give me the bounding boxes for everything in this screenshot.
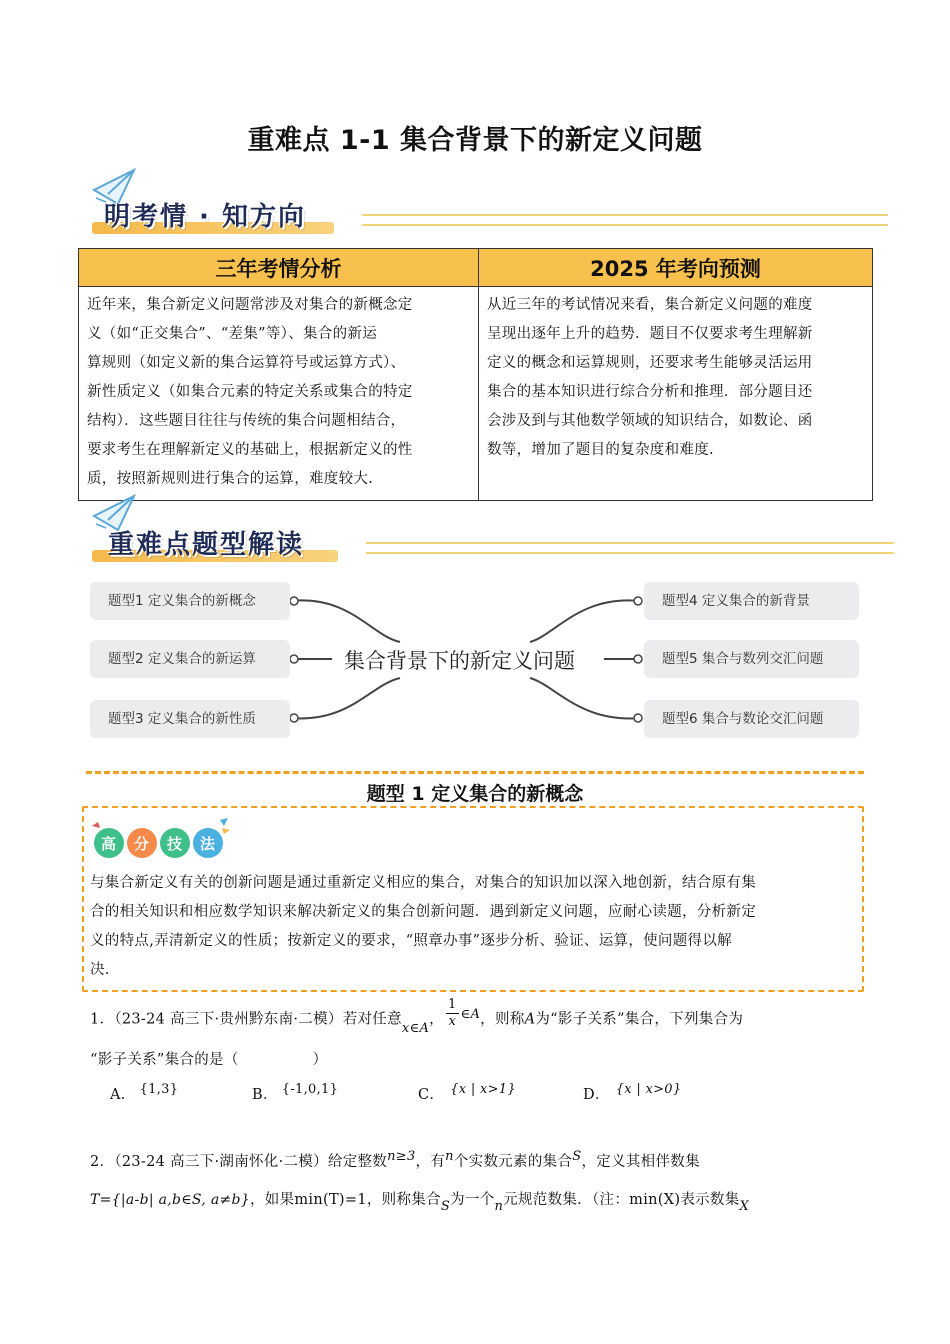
fraction-1-over-x: $\frac{1}{x}$ <box>447 997 457 1029</box>
analysis-text: 近年来，集合新定义问题常涉及对集合的新概念定 义（如“正交集合”、“差集”等）、集合的新运 算规则（如定义新的集合运算符号或运算方式）、 新性质定义（如集合元素的特定关系或集合的特定 结构）．这些题目往往与传统的集合问题相结合， 要求考生在理解新定义的基础上，根据新定义的性 质，按照新规则进行集合的运算，难度较大. <box>79 287 479 501</box>
mindmap-center: 集合背景下的新定义问题 <box>344 649 575 673</box>
question-2-line2: T={|a-b| a,b∈S, a≠b}，如果min(T)=1，则称集合S为一个n元规范数集．（注：min(X)表示数集X <box>90 1192 750 1214</box>
topic1-heading: 题型 1 定义集合的新概念 <box>366 783 584 805</box>
mindmap-node-type3: 题型3 定义集合的新性质 <box>90 700 290 738</box>
prediction-text: 从近三年的考试情况来看，集合新定义问题的难度 呈现出逐年上升的趋势．题目不仅要求考生理解新 定义的概念和运算规则，还要求考生能够灵活运用 集合的基本知识进行综合分析和推理．部分题目还 会涉及到与其他数学领域的知识结合，如数论、函 数等，增加了题目的复杂度和难度. <box>479 287 873 501</box>
section-divider <box>366 542 894 554</box>
condition-x-in-a: x∈A <box>401 1020 430 1036</box>
page-title: 重难点 1-1 集合背景下的新定义问题 <box>247 125 703 156</box>
question-source: （23-24 高三下·湖南怀化·二模）给定整数 <box>114 1154 388 1170</box>
topic-divider <box>86 771 864 774</box>
badge-char: 法 <box>200 835 216 853</box>
set-t-definition: T={|a-b| a,b∈S, a≠b} <box>90 1192 250 1208</box>
table-header-right: 2025 年考向预测 <box>479 249 873 287</box>
mindmap-node-type5: 题型5 集合与数列交汇问题 <box>644 640 859 678</box>
question-number: 1． <box>90 1011 115 1028</box>
table-header-left: 三年考情分析 <box>79 249 479 287</box>
mindmap-node-type4: 题型4 定义集合的新背景 <box>644 582 859 620</box>
question-2: 2．（23-24 高三下·湖南怀化·二模）给定整数n≥3，有n个实数元素的集合S，定义其相伴数集 <box>90 1149 700 1170</box>
mindmap-node-type2: 题型2 定义集合的新运算 <box>90 640 290 678</box>
mindmap-node-type1: 题型1 定义集合的新概念 <box>90 582 290 620</box>
badge-char: 高 <box>101 835 117 853</box>
section-divider <box>362 214 888 226</box>
tip-text: 与集合新定义有关的创新问题是通过重新定义相应的集合，对集合的知识加以深入地创新，结合原有集 合的相关知识和相应数学知识来解决新定义的集合创新问题．遇到新定义问题，应耐心读题，分析新定 义的特点,弄清新定义的性质；按新定义的要求，“照章办事”逐步分析、验证、运算，使问题得以解 决. <box>90 875 756 978</box>
question-source: （23-24 高三下·贵州黔东南·二模）若对任意 <box>114 1011 402 1028</box>
section-heading-exam-analysis: 明考情 · 知方向 <box>104 202 306 232</box>
badge-char: 分 <box>134 835 150 853</box>
question-number: 2． <box>90 1154 115 1170</box>
option-a[interactable]: A． {1,3} <box>110 1082 179 1103</box>
high-score-badge <box>92 818 232 860</box>
badge-char: 技 <box>167 835 183 853</box>
option-b[interactable]: B． {-1,0,1} <box>252 1082 339 1103</box>
question-1: 1．（23-24 高三下·贵州黔东南·二模）若对任意x∈A， $\frac{1}{x}$ ∈A，则称A为“影子关系”集合，下列集合为 <box>90 997 744 1036</box>
question-1-line2: “影子关系”集合的是（ ） <box>90 1052 328 1068</box>
option-c[interactable]: C． {x | x>1} <box>418 1082 516 1103</box>
option-d[interactable]: D． {x | x>0} <box>583 1082 682 1103</box>
exam-analysis-table <box>78 248 873 501</box>
section-heading-topic-types: 重难点题型解读 <box>108 530 305 560</box>
mindmap-node-type6: 题型6 集合与数论交汇问题 <box>644 700 859 738</box>
